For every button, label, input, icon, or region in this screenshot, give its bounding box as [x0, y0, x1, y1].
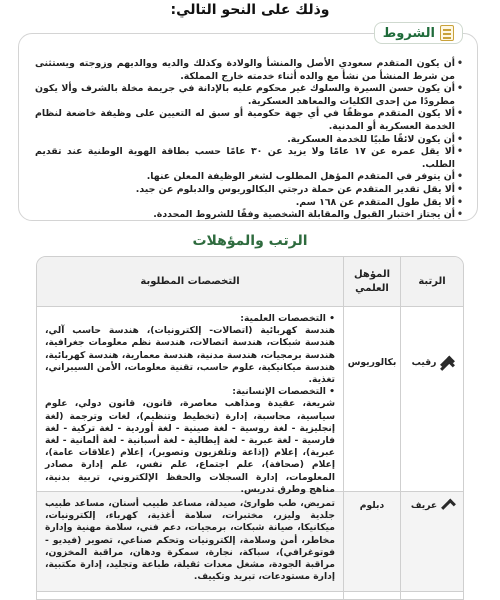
- table-row: [37, 307, 463, 495]
- single-chevron-rank-icon: [441, 500, 453, 512]
- rank-cell: [401, 307, 463, 491]
- qualification-cell: [343, 592, 401, 600]
- conditions-badge-label: الشروط: [382, 25, 435, 41]
- specializations-cell: [37, 492, 343, 591]
- conditions-badge: [374, 22, 463, 44]
- qualification-cell: بكالوريوس: [343, 307, 401, 491]
- conditions-list: [35, 58, 463, 222]
- header-rank: الرتبة: [418, 275, 446, 287]
- specializations-cell: [37, 592, 343, 600]
- spec-heading: • التخصصات العلمية:: [240, 313, 335, 324]
- table-row: [37, 492, 463, 592]
- document-icon: [440, 25, 454, 41]
- condition-item: • ألا يقل عمره عن ١٧ عامًا ولا يزيد عن ٣٠ عامًا حسب بطاقة الهوية الوطنية عند تقديم الطلب.: [35, 146, 463, 171]
- spec-text: هندسة كهربائية (اتصالات- إلكترونيات)، هندسة حاسب آلي، هندسة شبكات، هندسة اتصالات، هندسة نظم معلومات جغرافية، هندسة برمجيات، هندسة مدنية، هندسة معمارية، هندسة كهربائية، هندسة ميكانيكية، علوم حاسب، تقنية معلومات، الأمن السيبراني، تغذية.: [45, 325, 335, 386]
- condition-item: • أن يكون المتقدم سعودي الأصل والمنشأ والولادة وكذلك والديه ووالديهم وزوجته ويستثنى من شرط المنشأ من نشأ مع والده أثناء خدمته خارج المملكة.: [35, 58, 463, 83]
- rank-cell: [401, 592, 463, 600]
- spec-heading: • التخصصات الإنسانية:: [232, 386, 335, 398]
- double-chevron-rank-icon: [440, 357, 452, 369]
- qualification-cell: دبلوم: [343, 492, 401, 591]
- rank-cell: [401, 492, 463, 591]
- spec-text: تمريض، طب طوارئ، صيدلة، مساعد طبيب أسنان، مساعد طبيب جلدية وليزر، مختبرات، سلامة أغذية، كهرباء، إلكترونيات، ميكانيكا، صيانة شبكات، برمجيات، دعم فني، سلامة مهنية وإدارة مخاطر، أمن وسلامة، إلكترونيات وتحكم صناعي، تصوير (فيديو - فوتوغرافي)، سباكة، نجارة، سمكرة ودهان، مراقبة المخزون، مراقبة الجودة، مشغل معدات ثقيلة، طباعة وتجليد، إدارة مكتبية، إدارة مستودعات، تبريد وتكييف.: [45, 498, 335, 583]
- table-row-partial: [37, 592, 463, 600]
- spec-text: شريعة، عقيدة ومذاهب معاصرة، قانون، قانون دولي، علوم سياسية، محاسبة، إدارة (تخطيط وتنظيم)، لغات وترجمة (لغة إنجليزية - لغة روسية - لغة صينية - لغة أوردية - لغة تركية - لغة فارسية - لغة عبرية - لغة إيطالية - لغة أسبانية - لغة ألمانية - لغة عبرية)، إعلام (إذاعة وتلفزيون وتصوير)، إعلام (علاقات عامة)، إعلام (صحافة)، علم اجتماع، علم نفس، علم إدارة مصادر المعلومات، إدارة السجلات والحفظ الإلكتروني، تربية بدنية، مناهج وطرق تدريس.: [45, 398, 335, 495]
- rank-label: رقيب: [411, 357, 437, 368]
- intro-line: وذلك على النحو التالي:: [170, 2, 330, 18]
- table-header: [37, 257, 463, 307]
- condition-item: • أن يكون لائقًا طبيًا للخدمة العسكرية.: [35, 134, 463, 147]
- condition-item: • ألا يقل تقدير المتقدم عن حملة درجتي البكالوريوس والدبلوم عن جيد.: [35, 184, 463, 197]
- condition-item: • أن يتوفر في المتقدم المؤهل المطلوب لشغر الوظيفة المعلن عنها.: [35, 171, 463, 184]
- condition-item: • أن يكون حسن السيرة والسلوك غير محكوم عليه بالإدانة في جريمة مخلة بالشرف وألا يكون مطرودًا من إحدى الكليات والمعاهد العسكرية.: [35, 83, 463, 108]
- ranks-section-title: الرتب والمؤهلات: [192, 233, 308, 249]
- condition-item: • ألا يكون المتقدم موظفًا في أي جهة حكومية أو سبق له التعيين على وظيفة خاضعة لنظام الخدمة العسكرية أو المدنية.: [35, 108, 463, 133]
- condition-item: • ألا يقل طول المتقدم عن ١٦٨ سم.: [35, 197, 463, 210]
- conditions-box: [18, 25, 478, 221]
- condition-item: • أن يجتاز اختبار القبول والمقابلة الشخصية وفقًا للشروط المحددة.: [35, 209, 463, 222]
- header-specializations: التخصصات المطلوبة: [140, 275, 240, 287]
- rank-label: عريف: [410, 500, 438, 511]
- header-qualification: المؤهل العلمي: [343, 257, 401, 306]
- specializations-cell: [37, 307, 343, 495]
- ranks-table: [36, 256, 464, 600]
